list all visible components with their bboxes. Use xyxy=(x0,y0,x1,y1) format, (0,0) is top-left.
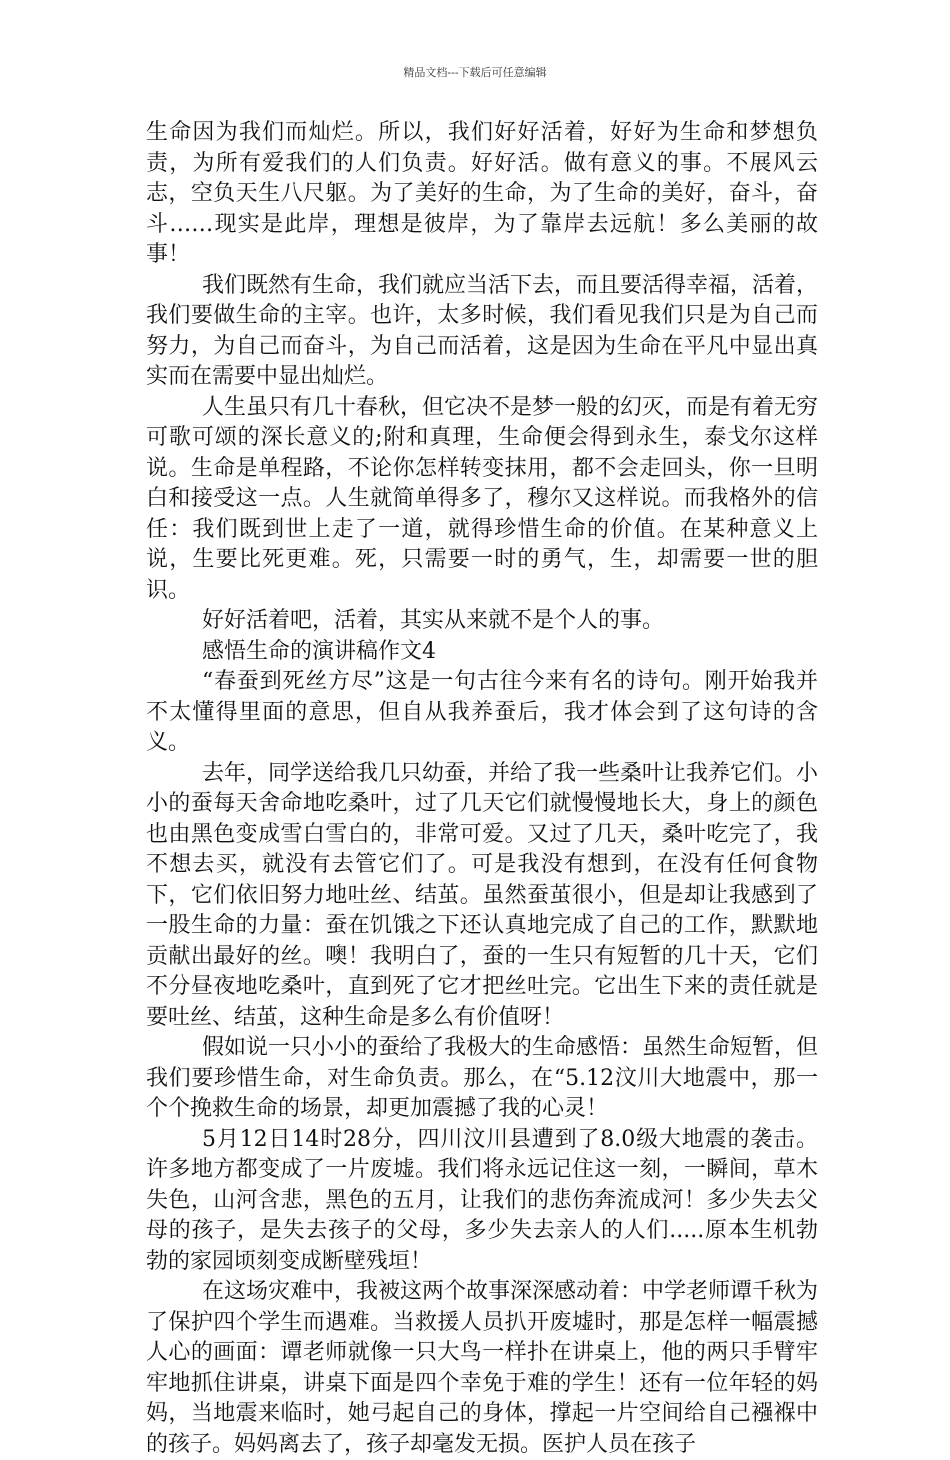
paragraph-4: 好好活着吧，活着，其实从来就不是个人的事。 xyxy=(202,608,665,633)
paragraph-5: “春蚕到死丝方尽”这是一句古往今来有名的诗句。刚开始我并不太懂得里面的意思，但自从我养蚕后，我才体会到了这句诗的含义。 xyxy=(146,669,818,755)
paragraph-3: 人生虽只有几十春秋，但它决不是梦一般的幻灭，而是有着无穷可歌可颂的深长意义的;附和真理，生命便会得到永生，泰戈尔这样说。生命是单程路，不论你怎样转变抹用，都不会走回头，你一旦明白和接受这一点。人生就简单得多了，穆尔又这样说。而我格外的信任：我们既到世上走了一道，就得珍惜生命的价值。在某种意义上说，生要比死更难。死，只需要一时的勇气，生，却需要一世的胆识。 xyxy=(146,394,819,603)
paragraph-7: 假如说一只小小的蚕给了我极大的生命感悟：虽然生命短暂，但我们要珍惜生命，对生命负责。那么，在“5.12汶川大地震中，那一个个挽救生命的场景，却更加震撼了我的心灵！ xyxy=(146,1035,819,1121)
paragraph-8: 5月12日14时28分，四川汶川县遭到了8.0级大地震的袭击。许多地方都变成了一片废墟。我们将永远记住这一刻，一瞬间，草木失色，山河含悲，黑色的五月，让我们的悲伤奔流成河！多少失去父母的孩子，是失去孩子的父母，多少失去亲人的人们.....原本生机勃勃的家园顷刻变成断壁残垣！ xyxy=(146,1126,818,1274)
page-header: 精品文档---下载后可任意编辑 xyxy=(403,66,547,79)
paragraph-9: 在这场灾难中，我被这两个故事深深感动着：中学老师谭千秋为了保护四个学生而遇难。当救援人员扒开废墟时，那是怎样一幅震撼人心的画面：谭老师就像一只大鸟一样扑在讲桌上，他的两只手臂牢牢地抓住讲桌，讲桌下面是四个幸免于难的学生！还有一位年轻的妈妈，当地震来临时，她弓起自己的身体，撑起一片空间给自己襁褓中的孩子。妈妈离去了，孩子却毫发无损。医护人员在孩子 xyxy=(146,1279,819,1457)
paragraph-1: 生命因为我们而灿烂。所以，我们好好活着，好好为生命和梦想负责，为所有爱我们的人们负责。好好活。做有意义的事。不展风云志，空负天生八尺躯。为了美好的生命，为了生命的美好，奋斗，奋斗……现实是此岸，理想是彼岸，为了靠岸去远航！多么美丽的故事！ xyxy=(146,120,818,267)
paragraph-2: 我们既然有生命，我们就应当活下去，而且要活得幸福，活着，我们要做生命的主宰。也许，太多时候，我们看见我们只是为自己而努力，为自己而奋斗，为自己而活着，这是因为生命在平凡中显出真实而在需要中显出灿烂。 xyxy=(146,272,819,389)
section-heading: 感悟生命的演讲稿作文4 xyxy=(202,638,436,664)
paragraph-6: 去年，同学送给我几只幼蚕，并给了我一些桑叶让我养它们。小小的蚕每天舍命地吃桑叶，过了几天它们就慢慢地长大，身上的颜色也由黑色变成雪白雪白的，非常可爱。又过了几天，桑叶吃完了，我不想去买，就没有去管它们了。可是我没有想到，在没有任何食物下，它们依旧努力地吐丝、结茧。虽然蚕茧很小，但是却让我感到了一股生命的力量：蚕在饥饿之下还认真地完成了自己的工作，默默地贡献出最好的丝。噢！我明白了，蚕的一生只有短暂的几十天，它们不分昼夜地吃桑叶，直到死了它才把丝吐完。它出生下来的责任就是要吐丝、结茧，这种生命是多么有价值呀！ xyxy=(146,760,819,1030)
document-body xyxy=(146,118,818,1460)
